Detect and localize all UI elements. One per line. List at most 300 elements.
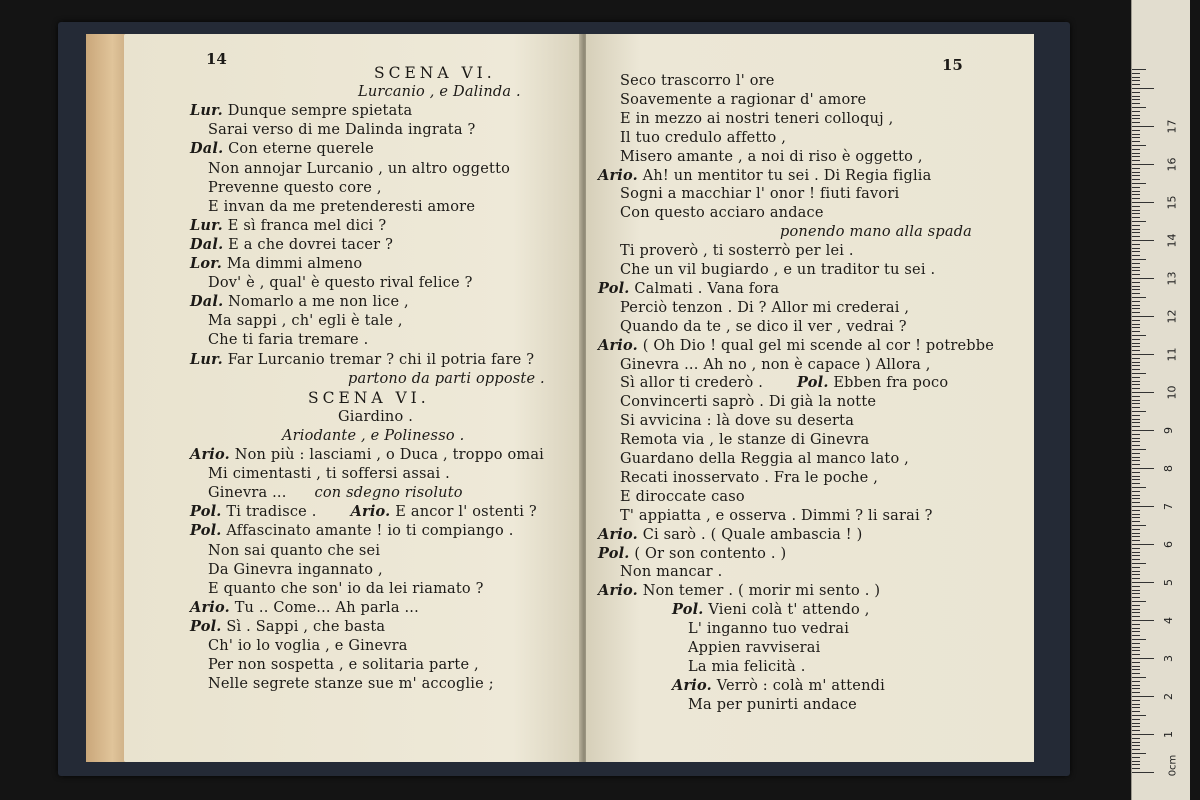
ruler-tick [1132, 616, 1140, 617]
ruler-tick [1132, 468, 1154, 469]
verse-text: Nomarlo a me non lice , [228, 294, 409, 311]
ruler-tick [1132, 506, 1154, 507]
ruler-tick [1132, 559, 1140, 560]
verse-text: Si avvicina : là dove su deserta [620, 413, 855, 430]
ruler-tick [1132, 88, 1154, 89]
ruler-tick [1132, 673, 1140, 674]
ruler-tick [1132, 472, 1140, 473]
ruler-tick [1132, 419, 1140, 420]
ruler-tick [1132, 662, 1140, 663]
stage-direction: Ariodante , e Polinesso . [282, 427, 465, 444]
verse-text: Ma dimmi almeno [226, 256, 363, 272]
ruler-tick [1132, 734, 1154, 735]
ruler-tick [1132, 449, 1146, 450]
ruler-tick [1132, 381, 1140, 382]
verse-text: Non temer . ( morir mi sento . ) [642, 583, 881, 600]
verse-text: T' appiatta , e osserva . Dimmi ? li sarai ? [620, 507, 933, 524]
ruler-tick [1132, 761, 1140, 762]
ruler-tick [1132, 590, 1140, 591]
ruler-tick [1132, 563, 1146, 564]
verse-text: Mi cimentasti , ti soffersi assai . [208, 466, 450, 483]
ruler-tick [1132, 491, 1140, 492]
ruler-tick [1132, 460, 1140, 461]
ruler-tick [1132, 206, 1140, 207]
verse-text: Con eterne querele [228, 141, 374, 158]
ruler-tick [1132, 369, 1140, 370]
text-line [620, 507, 933, 525]
ruler-tick [1132, 688, 1140, 689]
verse-text: Ma per punirti andace [688, 696, 857, 713]
speaker-name: Ario. [598, 166, 638, 184]
text-line [620, 450, 909, 468]
verse-text: Ti tradisce . [226, 504, 317, 521]
ruler-tick [1132, 628, 1140, 629]
verse-text: La mia felicità . [688, 658, 806, 675]
stage-direction: con sdegno risoluto [314, 485, 463, 502]
ruler-tick [1132, 639, 1146, 640]
verse-text: Verrò : colà m' attendi [716, 677, 885, 694]
ruler-tick [1132, 145, 1146, 146]
ruler-tick [1132, 80, 1140, 81]
ruler-tick [1132, 160, 1140, 161]
ruler-tick [1132, 388, 1140, 389]
ruler-tick [1132, 221, 1146, 222]
ruler-number: 2 [1162, 693, 1175, 700]
text-line [598, 582, 880, 600]
ruler-tick [1132, 103, 1140, 104]
ruler-tick [1132, 700, 1140, 701]
speaker-name: Pol. [190, 617, 222, 635]
text-line [308, 389, 430, 408]
ruler-tick [1132, 350, 1140, 351]
ruler-number: 9 [1162, 427, 1175, 434]
text-line [374, 64, 496, 83]
ruler-tick [1132, 111, 1140, 112]
verse-text: Ch' io lo voglia , e Ginevra [208, 638, 408, 654]
ruler-number: 11 [1165, 347, 1179, 362]
ruler-tick [1132, 498, 1140, 499]
ruler-tick [1132, 96, 1140, 97]
ruler-number: 14 [1165, 233, 1179, 248]
ruler-tick [1132, 426, 1140, 427]
ruler-tick [1132, 407, 1140, 408]
verse-text: Quando da te , se dico il ver , vedrai ? [620, 318, 907, 335]
ruler-tick [1132, 324, 1140, 325]
ruler-tick [1132, 293, 1140, 294]
ruler-tick [1132, 373, 1146, 374]
ruler-tick [1132, 521, 1140, 522]
ruler-tick [1132, 194, 1140, 195]
ruler-tick [1132, 669, 1140, 670]
ruler-tick [1132, 282, 1140, 283]
ruler-tick [1132, 358, 1140, 359]
verse-text: Misero amante , a noi di riso è oggetto , [620, 148, 923, 165]
ruler-tick [1132, 335, 1146, 336]
text-line [688, 639, 820, 657]
ruler-tick [1132, 225, 1140, 226]
ruler-tick [1132, 430, 1154, 431]
ruler-tick [1132, 643, 1140, 644]
ruler-tick [1132, 517, 1140, 518]
ruler-tick [1132, 696, 1154, 697]
verse-text: Nelle segrete stanze sue m' accoglie ; [208, 676, 494, 693]
text-line [688, 696, 857, 714]
ruler-tick [1132, 396, 1140, 397]
speaker-name: Ario. [190, 598, 230, 616]
verse-text: Dov' è , qual' è questo rival felice ? [208, 275, 473, 292]
ruler-tick [1132, 118, 1140, 119]
ruler-number: 10 [1165, 385, 1179, 400]
ruler-tick [1132, 141, 1140, 142]
verse-text: E quanto che son' io da lei riamato ? [208, 580, 484, 597]
text-line [190, 503, 537, 521]
text-line [780, 223, 972, 241]
text-line [598, 526, 862, 544]
verse-text: Sì allor ti crederò . [620, 375, 764, 392]
ruler-tick [1132, 229, 1140, 230]
verse-text: Che ti faria tremare . [208, 332, 369, 349]
ruler-tick [1132, 438, 1140, 439]
ruler-tick [1132, 339, 1140, 340]
ruler-tick [1132, 514, 1140, 515]
ruler-tick [1132, 578, 1140, 579]
ruler-tick [1132, 685, 1140, 686]
text-line [620, 110, 893, 128]
speaker-name: Lor. [190, 255, 223, 272]
ruler-tick [1132, 240, 1154, 241]
ruler-number: 4 [1162, 617, 1175, 624]
speaker-name: Ario. [598, 582, 638, 600]
ruler-tick [1132, 635, 1140, 636]
ruler-tick [1132, 529, 1140, 530]
ruler-tick [1132, 69, 1146, 70]
ruler-tick [1132, 77, 1140, 78]
right-page-number: 15 [942, 56, 963, 74]
speaker-name: Lur. [190, 350, 223, 368]
text-line [338, 408, 413, 426]
ruler-tick [1132, 301, 1140, 302]
ruler-tick [1132, 179, 1140, 180]
ruler-number: 6 [1162, 541, 1175, 548]
ruler-tick [1132, 384, 1140, 385]
verse-text: Non annojar Lurcanio , un altro oggetto [208, 160, 511, 177]
verse-text: Ebben fra poco [833, 375, 949, 392]
text-line [190, 236, 393, 254]
text-line [190, 351, 534, 369]
text-line [190, 522, 514, 540]
ruler-tick [1132, 270, 1140, 271]
text-line [208, 274, 473, 292]
ruler-tick [1132, 267, 1140, 268]
speaker-name: Pol. [797, 374, 829, 392]
verse-text: Far Lurcanio tremar ? chi il potria fare ? [227, 351, 535, 368]
text-line [208, 561, 383, 579]
text-line [620, 488, 745, 506]
ruler-tick [1132, 441, 1140, 442]
ruler-tick [1132, 316, 1154, 317]
ruler-number: 1 [1162, 731, 1175, 738]
verse-text: Affascinato amante ! io ti compiango . [226, 523, 514, 540]
ruler-tick [1132, 601, 1146, 602]
text-line [208, 160, 510, 178]
verse-text: Recati inosservato . Fra le poche , [620, 469, 879, 486]
verse-text: Calmati . Vana fora [634, 280, 780, 297]
ruler-tick [1132, 122, 1140, 123]
verse-text: Il tuo credulo affetto , [620, 129, 787, 146]
ruler-tick [1132, 403, 1140, 404]
text-line [208, 312, 403, 330]
ruler-tick [1132, 624, 1140, 625]
ruler-tick [1132, 392, 1154, 393]
ruler-number: 12 [1165, 309, 1179, 324]
text-line [620, 393, 876, 411]
verse-text: Da Ginevra ingannato , [208, 561, 383, 578]
ruler-tick [1132, 354, 1154, 355]
ruler-tick [1132, 726, 1140, 727]
right-page [586, 34, 1034, 762]
ruler-tick [1132, 711, 1140, 712]
ruler-tick [1132, 164, 1154, 165]
text-line [358, 83, 521, 101]
text-line [208, 198, 475, 216]
text-line [348, 370, 545, 388]
verse-text: Seco trascorro l' ore [620, 73, 775, 89]
ruler-tick [1132, 620, 1154, 621]
verse-text: E a che dovrei tacer ? [228, 236, 394, 253]
text-line [620, 563, 722, 581]
verse-text: Guardano della Reggia al manco lato , [620, 451, 909, 467]
ruler-tick [1132, 540, 1140, 541]
text-line [620, 374, 948, 392]
ruler-tick [1132, 453, 1140, 454]
speaker-name: Ario. [190, 446, 230, 463]
ruler-tick [1132, 483, 1140, 484]
speaker-name: Dal. [190, 293, 224, 311]
ruler-tick [1132, 692, 1140, 693]
ruler-tick [1132, 312, 1140, 313]
ruler-tick [1132, 191, 1140, 192]
ruler-tick [1132, 217, 1140, 218]
text-line [620, 261, 935, 279]
verse-text: Remota via , le stanze di Ginevra [620, 432, 870, 449]
left-page-number: 14 [206, 50, 227, 68]
text-line [672, 601, 870, 619]
ruler-tick [1132, 582, 1154, 583]
verse-text: E in mezzo ai nostri teneri colloquj , [620, 110, 894, 127]
scene-heading: SCENA VI. [374, 64, 496, 82]
ruler-tick [1132, 327, 1140, 328]
text-line [620, 129, 786, 147]
text-line [620, 356, 931, 374]
text-line [208, 637, 408, 655]
verse-text: Ah! un mentitor tu sei . Di Regia figlia [642, 167, 932, 184]
verse-text: Convincerti saprò . Di già la notte [620, 394, 877, 411]
ruler-tick [1132, 255, 1140, 256]
ruler-tick [1132, 631, 1140, 632]
ruler-tick [1132, 274, 1140, 275]
verse-text: Prevenne questo core , [208, 179, 382, 196]
text-line [620, 318, 907, 336]
text-line [688, 658, 806, 676]
ruler-tick [1132, 297, 1146, 298]
ruler-tick [1132, 84, 1140, 85]
ruler-tick [1132, 609, 1140, 610]
ruler-tick [1132, 612, 1140, 613]
speaker-name: Pol. [598, 279, 630, 297]
ruler-tick [1132, 99, 1140, 100]
ruler-tick [1132, 422, 1140, 423]
verse-text: Sì . Sappi , che basta [226, 618, 386, 635]
ruler-tick [1132, 476, 1140, 477]
verse-text: E sì franca mel dici ? [227, 217, 387, 234]
verse-text: Sogni a macchiar l' onor ! fiuti favori [620, 186, 900, 203]
ruler-number: 3 [1162, 655, 1175, 662]
ruler-number: 8 [1162, 465, 1175, 472]
text-line [190, 618, 385, 636]
ruler-tick [1132, 213, 1140, 214]
ruler-tick [1132, 183, 1146, 184]
ruler-tick [1132, 647, 1140, 648]
ruler-tick [1132, 772, 1154, 773]
ruler-tick [1132, 525, 1146, 526]
text-line [620, 185, 899, 203]
text-line [598, 280, 779, 298]
speaker-name: Pol. [190, 503, 222, 521]
ruler-tick [1132, 172, 1140, 173]
text-line [620, 204, 824, 222]
verse-text: Ginevra ... [208, 485, 287, 502]
speaker-name: Ario. [672, 676, 712, 694]
speaker-name: Lur. [190, 216, 223, 234]
verse-text: Sarai verso di me Dalinda ingrata ? [208, 122, 476, 139]
text-line [208, 331, 368, 349]
ruler-tick [1132, 502, 1140, 503]
ruler-tick [1132, 567, 1140, 568]
ruler-tick [1132, 130, 1140, 131]
text-line [190, 140, 374, 158]
ruler-tick [1132, 400, 1140, 401]
text-line [208, 542, 380, 560]
ruler-tick [1132, 745, 1140, 746]
ruler-tick [1132, 286, 1140, 287]
text-line [208, 675, 494, 693]
text-line [282, 427, 464, 445]
ruler-tick [1132, 198, 1140, 199]
verse-text: E ancor l' ostenti ? [395, 504, 537, 521]
ruler-tick [1132, 479, 1140, 480]
ruler-tick [1132, 415, 1140, 416]
ruler-tick [1132, 533, 1140, 534]
ruler-tick [1132, 757, 1140, 758]
ruler-tick [1132, 738, 1140, 739]
verse-text: Non sai quanto che sei [208, 542, 381, 559]
ruler-tick [1132, 320, 1140, 321]
ruler-tick [1132, 548, 1140, 549]
ruler-number: 16 [1165, 157, 1179, 172]
ruler-tick [1132, 210, 1140, 211]
verse-text: Non più : lasciami , o Duca , troppo omai [234, 447, 545, 463]
speaker-name: Ario. [598, 525, 638, 543]
ruler-tick [1132, 764, 1140, 765]
ruler-tick [1132, 487, 1146, 488]
text-line [208, 179, 382, 197]
ruler-tick [1132, 259, 1146, 260]
ruler-tick [1132, 278, 1154, 279]
ruler-tick [1132, 134, 1140, 135]
ruler-tick [1132, 681, 1140, 682]
ruler-number: 5 [1162, 579, 1175, 586]
ruler-tick [1132, 331, 1140, 332]
text-line [190, 446, 544, 464]
ruler-tick [1132, 719, 1140, 720]
ruler-tick [1132, 365, 1140, 366]
verse-text: Ginevra ... Ah no , non è capace ) Allora , [620, 356, 931, 373]
text-line [598, 337, 994, 355]
ruler-tick [1132, 586, 1140, 587]
ruler-tick [1132, 126, 1154, 127]
ruler-tick [1132, 236, 1140, 237]
text-line [208, 580, 484, 598]
ruler-tick [1132, 107, 1146, 108]
ruler-number: 13 [1165, 271, 1179, 286]
ruler-tick [1132, 707, 1140, 708]
verse-text: Per non sospetta , e solitaria parte , [208, 657, 479, 674]
ruler-tick [1132, 263, 1140, 264]
ruler-tick [1132, 742, 1140, 743]
ruler-tick [1132, 730, 1140, 731]
verse-text: E diroccate caso [620, 488, 745, 505]
ruler-tick [1132, 377, 1140, 378]
text-line [620, 431, 869, 449]
ruler-tick [1132, 187, 1140, 188]
text-line [688, 620, 849, 638]
ruler-tick [1132, 168, 1140, 169]
ruler-tick [1132, 715, 1146, 716]
speaker-name: Dal. [190, 140, 224, 158]
text-line [208, 484, 463, 502]
ruler-tick [1132, 753, 1146, 754]
stage-direction: Lurcanio , e Dalinda . [358, 84, 521, 101]
ruler-tick [1132, 654, 1140, 655]
verse-text: Dunque sempre spietata [227, 103, 413, 120]
ruler-tick [1132, 149, 1140, 150]
text-line [620, 72, 775, 90]
speaker-name: Dal. [190, 235, 224, 253]
ruler-tick [1132, 658, 1154, 659]
speaker-name: Ario. [350, 503, 391, 521]
text-line [598, 545, 786, 563]
ruler-number: 17 [1165, 119, 1179, 134]
verse-text: ( Or son contento . ) [634, 545, 787, 562]
ruler-tick [1132, 510, 1140, 511]
ruler-tick [1132, 137, 1140, 138]
ruler-tick [1132, 445, 1140, 446]
verse-text: L' inganno tuo vedrai [688, 621, 850, 638]
verse-text: Perciò tenzon . Di ? Allor mi crederai , [620, 299, 910, 316]
ruler-tick [1132, 464, 1140, 465]
ruler-tick [1132, 73, 1140, 74]
text-line [620, 299, 909, 317]
text-line [620, 91, 866, 109]
scene-heading: SCENA VI. [308, 388, 430, 407]
ruler-tick [1132, 457, 1140, 458]
speaker-name: Lur. [190, 102, 223, 120]
ruler-tick [1132, 248, 1140, 249]
ruler-tick [1132, 768, 1140, 769]
stage-direction: ponendo mano alla spada [780, 224, 973, 241]
ruler-tick [1132, 115, 1140, 116]
ruler-tick [1132, 597, 1140, 598]
